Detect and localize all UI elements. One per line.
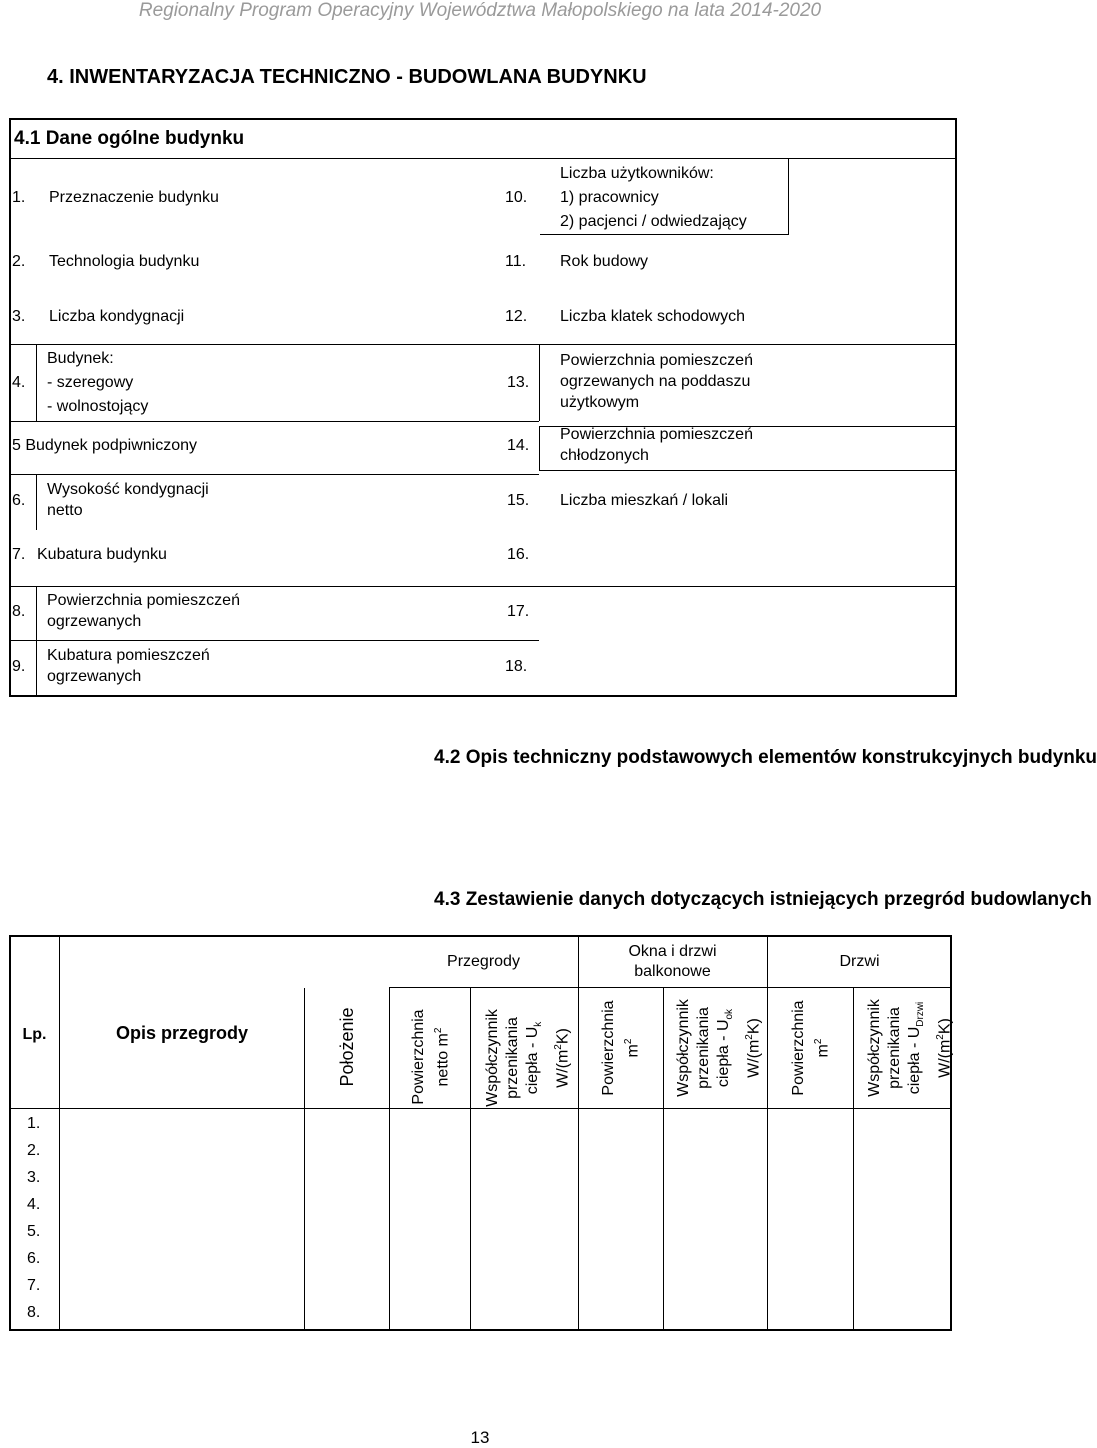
row-13-label-b: ogrzewanych na poddaszu: [560, 373, 751, 390]
col-pow-netto-line2: netto $m^2$: [433, 1027, 452, 1087]
col-uok-line3: ciepła - $U_{ok}$: [715, 1008, 736, 1088]
section-4-title: 4. INWENTARYZACJA TECHNICZNO - BUDOWLANA BUDYNKU: [47, 66, 647, 88]
row-12-label: Liczba klatek schodowych: [560, 308, 745, 325]
group-drzwi: Drzwi: [839, 953, 880, 970]
col-powierzchnia-drzwi: [789, 987, 833, 1109]
row-2-label: Technologia budynku: [49, 253, 200, 270]
row-4-label-a: Budynek:: [47, 350, 114, 367]
col-uk-line2: przenikania: [504, 1017, 521, 1099]
row-15-label: Liczba mieszkań / lokali: [560, 492, 729, 509]
row-4-label-c: - wolnostojący: [47, 398, 149, 415]
col-pow-drzwi-line2: $m^2$: [813, 1038, 832, 1058]
col-pow-netto-line1: Powierzchnia: [410, 1009, 427, 1105]
group-okna-line1: Okna i drzwi: [628, 943, 717, 960]
row-9-number: 9.: [12, 658, 26, 675]
row-5-label: 5 Budynek podpiwniczony: [12, 437, 198, 454]
table-row-number: 8.: [27, 1304, 41, 1321]
row-7-number: 7.: [12, 546, 26, 563]
table-row-number: 4.: [27, 1196, 41, 1213]
row-10-label-c: 2) pacjenci / odwiedzający: [560, 213, 747, 230]
table-row-number: 3.: [27, 1169, 41, 1186]
col-lp: Lp.: [22, 1026, 47, 1043]
col-wspolczynnik-uk: [483, 997, 572, 1119]
row-6-label-a: Wysokość kondygnacji: [47, 481, 209, 498]
row-14-label-b: chłodzonych: [560, 447, 649, 464]
col-uk-line4: $W/(m^2K)$: [553, 1028, 572, 1088]
col-pow-okna-line1: Powierzchnia: [600, 1000, 617, 1096]
section-4-3-title: 4.3 Zestawienie danych dotyczących istniejących przegród budowlanych: [434, 889, 1092, 910]
group-okna-line2: balkonowe: [634, 963, 711, 980]
row-8-label-b: ogrzewanych: [47, 613, 142, 630]
page-number: 13: [470, 1428, 490, 1447]
table-row-number: 6.: [27, 1250, 41, 1267]
col-uok-line1: Współczynnik: [675, 999, 692, 1097]
group-przegrody: Przegrody: [447, 953, 520, 970]
col-udrzwi-line3: ciepła - $U_{Drzwi}$: [906, 1001, 927, 1095]
row-12-number: 12.: [505, 308, 528, 325]
row-9-label-a: Kubatura pomieszczeń: [47, 647, 210, 664]
table-row-number: 1.: [27, 1115, 41, 1132]
row-6-number: 6.: [12, 492, 26, 509]
row-1-number: 1.: [12, 189, 26, 206]
table-row-number: 2.: [27, 1142, 41, 1159]
col-udrzwi-line2: przenikania: [886, 1007, 903, 1089]
row-1-label: Przeznaczenie budynku: [49, 189, 219, 206]
col-udrzwi-line1: Współczynnik: [866, 999, 883, 1097]
row-10-label-a: Liczba użytkowników:: [560, 165, 714, 182]
row-8-number: 8.: [12, 603, 26, 620]
program-header: Regionalny Program Operacyjny Województwa Małopolskiego na lata 2014-2020: [138, 0, 822, 21]
row-13-label-a: Powierzchnia pomieszczeń: [560, 352, 753, 369]
row-3-number: 3.: [12, 308, 26, 325]
row-13-label-c: użytkowym: [560, 394, 640, 411]
row-14-label-a: Powierzchnia pomieszczeń: [560, 426, 753, 443]
row-15-number: 15.: [507, 492, 530, 509]
table-row-number: 7.: [27, 1277, 41, 1294]
col-opis-przegrody: Opis przegrody: [115, 1023, 249, 1043]
row-13-number: 13.: [507, 374, 530, 391]
row-11-label: Rok budowy: [560, 253, 649, 270]
row-8-label-a: Powierzchnia pomieszczeń: [47, 592, 240, 609]
row-10-number: 10.: [505, 189, 528, 206]
row-2-number: 2.: [12, 253, 26, 270]
row-4-label-b: - szeregowy: [47, 374, 134, 391]
col-uok-line2: przenikania: [695, 1007, 712, 1089]
col-powierzchnia-netto: [409, 997, 453, 1117]
col-uk-line3: ciepła - $U_k$: [524, 1021, 545, 1095]
row-9-label-b: ogrzewanych: [47, 668, 142, 685]
row-16-number: 16.: [507, 546, 530, 563]
row-6-label-b: netto: [47, 502, 83, 519]
row-17-number: 17.: [507, 603, 530, 620]
col-wspolczynnik-uok: [674, 987, 763, 1109]
table-row-number: 5.: [27, 1223, 41, 1240]
row-7-label: Kubatura budynku: [37, 546, 167, 563]
row-10-label-b: 1) pracownicy: [560, 189, 659, 206]
col-uk-line1: Współczynnik: [484, 1009, 501, 1107]
col-wspolczynnik-udrzwi: [865, 984, 954, 1112]
col-udrzwi-line4: $W/(m^2K)$: [935, 1018, 954, 1078]
col-pow-okna-line2: $m^2$: [623, 1038, 642, 1058]
section-4-2-title: 4.2 Opis techniczny podstawowych elementów konstrukcyjnych budynku: [434, 747, 1097, 768]
row-4-number: 4.: [12, 374, 26, 391]
col-uok-line4: $W/(m^2K)$: [744, 1018, 763, 1078]
col-polozenie: Położenie: [337, 1007, 357, 1087]
row-11-number: 11.: [505, 253, 527, 270]
row-18-number: 18.: [505, 658, 528, 675]
col-pow-drzwi-line1: Powierzchnia: [790, 1000, 807, 1096]
col-powierzchnia-okna: [599, 987, 643, 1109]
row-14-number: 14.: [507, 437, 530, 454]
row-3-label: Liczba kondygnacji: [49, 308, 185, 325]
section-4-1-title: 4.1 Dane ogólne budynku: [14, 128, 245, 149]
